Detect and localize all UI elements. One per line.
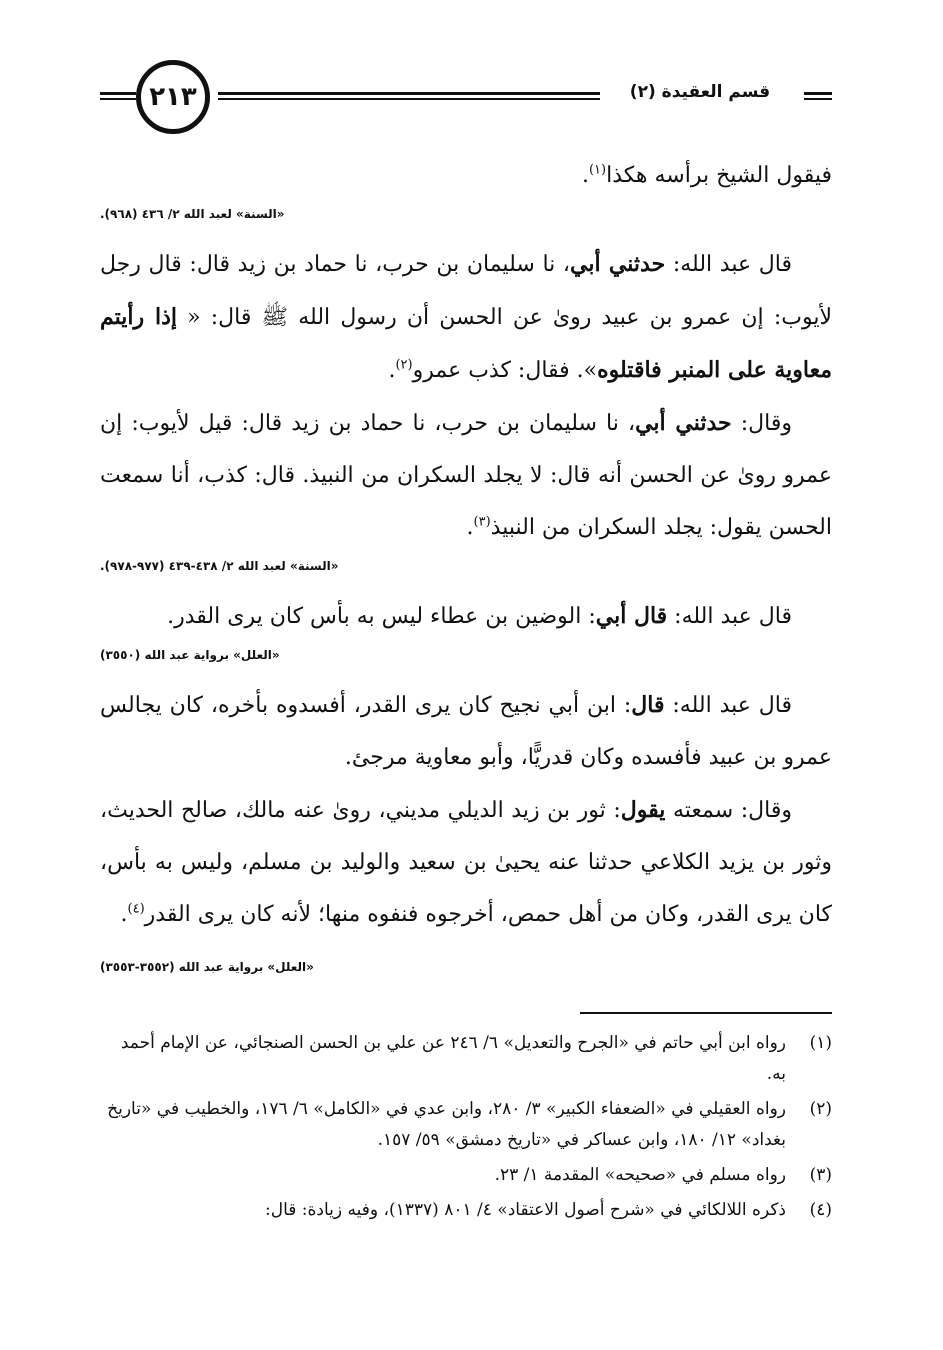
footnote-1: (١) رواه ابن أبي حاتم في «الجرح والتعديل» ٦/ ٢٤٦ عن علي بن الحسن الصنجائي، عن الإمام أحمد به. (120, 1033, 832, 1084)
source-citation-6: «العلل» برواية عبد الله (٣٥٥٢-٣٥٥٣) (100, 960, 314, 974)
paragraph-5: قال عبد الله: قال: ابن أبي نجيح كان يرى القدر، أفسدوه بأخره، كان يجالس عمرو بن عبيد فأفسده وكان قدريًّا، وأبو معاوية مرجئ. (100, 692, 832, 770)
source-citation-1: «السنة» لعبد الله ٢/ ٤٣٦ (٩٦٨). (100, 207, 285, 221)
source-citation-4: «العلل» برواية عبد الله (٣٥٥٠) (100, 648, 280, 662)
footnote-ref-2[interactable]: (٢) (395, 357, 413, 373)
footnote-3: (٣) رواه مسلم في «صحيحه» المقدمة ١/ ٢٣. (494, 1165, 832, 1185)
main-text (100, 150, 832, 993)
footnote-separator (580, 1012, 832, 1014)
footnote-ref-1[interactable]: (١) (588, 162, 607, 178)
footnote-ref-3[interactable]: (٣) (473, 514, 491, 530)
paragraph-2: قال عبد الله: حدثني أبي، نا سليمان بن حرب، نا حماد بن زيد قال: قال رجل لأيوب: إن عمرو بن عبيد روىٰ عن الحسن أن رسول الله ﷺ قال: « إذا رأيتم معاوية على المنبر فاقتلوه». فقال: كذب عمرو$^{(٢)}$. (100, 251, 832, 383)
page-number: ٢١٣ (136, 60, 210, 134)
footnote-ref-4[interactable]: (٤) (127, 901, 145, 917)
footnote-2: (٢) رواه العقيلي في «الضعفاء الكبير» ٣/ ٢٨٠، وابن عدي في «الكامل» ٦/ ١٧٦، والخطيب في «تاريخ بغداد» ١٢/ ١٨٠، وابن عساكر في «تاريخ دمشق» ٥٩/ ١٥٧. (107, 1099, 832, 1150)
paragraph-1: فيقول الشيخ برأسه هكذا$^{(١)}$. (581, 162, 832, 188)
footnotes (100, 1028, 832, 1230)
source-citation-3: «السنة» لعبد الله ٢/ ٤٣٨-٤٣٩ (٩٧٧-٩٧٨). (100, 559, 339, 573)
footnote-4: (٤) ذكره اللالكائي في «شرح أصول الاعتقاد» ٤/ ٨٠١ (١٣٣٧)، وفيه زيادة: قال: (265, 1200, 832, 1220)
section-title: قسم العقيدة (٢) (600, 82, 800, 102)
header-rule-right (804, 92, 832, 100)
header-rule-left (100, 92, 136, 100)
page-header (100, 60, 832, 146)
paragraph-6: وقال: سمعته يقول: ثور بن زيد الديلي مديني، روىٰ عنه مالك، صالح الحديث، وثور بن يزيد الكلاعي حدثنا عنه يحيىٰ بن سعيد والوليد بن مسلم، وليس به بأس، كان يرى القدر، وكان من أهل حمص، أخرجوه فنفوه منها؛ لأنه كان يرى القدر$^{(٤)}$. «العلل» برواية عبد الله (٣٥٥٢-٣٥٥٣) (100, 784, 832, 941)
paragraph-4: قال عبد الله: قال أبي: الوضين بن عطاء ليس به بأس كان يرى القدر. (167, 603, 792, 629)
paragraph-3: وقال: حدثني أبي، نا سليمان بن حرب، نا حماد بن زيد قال: قيل لأيوب: إن عمرو روىٰ عن الحسن أنه قال: لا يجلد السكران من النبيذ. قال: كذب، أنا سمعت الحسن يقول: يجلد السكران من النبيذ$^{(٣)}$. (100, 410, 832, 540)
